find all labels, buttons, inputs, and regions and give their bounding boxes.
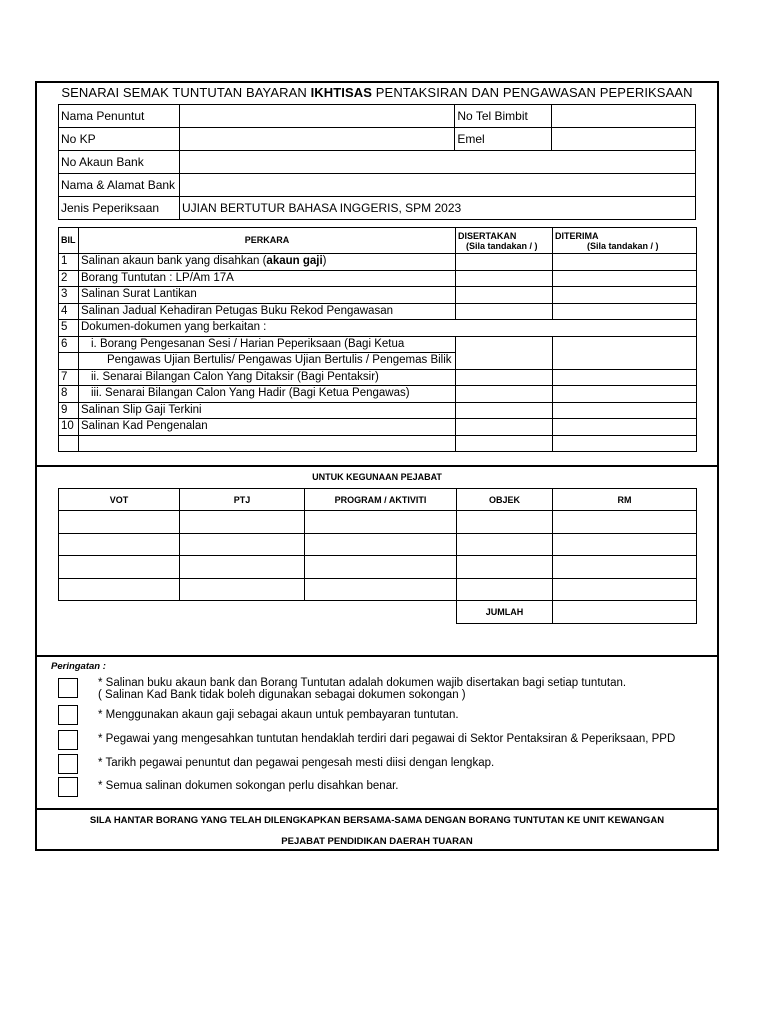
field-no-akaun[interactable] [179,151,695,174]
label-nama-penuntut: Nama Penuntut [59,105,180,128]
warning-text: * Menggunakan akaun gaji sebagai akaun untuk pembayaran tuntutan. [98,709,459,721]
col-objek: OBJEK [457,489,553,511]
col-diterima: DITERIMA (Sila tandakan / ) [553,228,697,254]
warning-checkbox[interactable] [58,730,78,750]
checkbox-diterima[interactable] [553,435,697,452]
field-no-kp[interactable] [179,128,454,151]
checkbox-diterima[interactable] [553,270,697,287]
table-row [59,556,697,579]
checkbox-diterima[interactable] [553,287,697,304]
table-row: 5 Dokumen-dokumen yang berkaitan : [59,320,697,337]
checkbox-disertakan[interactable] [456,287,553,304]
warning-checkbox[interactable] [58,754,78,774]
checkbox-diterima[interactable] [553,402,697,419]
checkbox-diterima[interactable] [553,303,697,320]
col-vot: VOT [59,489,180,511]
table-row: 8 iii. Senarai Bilangan Calon Yang Hadir (Bagi Ketua Pengawas) [59,386,697,403]
warning-checkbox[interactable] [58,777,78,797]
jumlah-label: JUMLAH [457,601,553,624]
checkbox-disertakan[interactable] [456,254,553,271]
table-row: 9 Salinan Slip Gaji Terkini [59,402,697,419]
checkbox-diterima[interactable] [553,336,697,369]
table-row: 4 Salinan Jadual Kehadiran Petugas Buku Rekod Pengawasan [59,303,697,320]
table-row: Pengawas Ujian Bertulis/ Pengawas Ujian Bertulis / Pengemas Bilik [59,353,697,370]
col-ptj: PTJ [180,489,305,511]
jumlah-field[interactable] [553,601,697,624]
checkbox-disertakan[interactable] [456,386,553,403]
warnings-title: Peringatan : [51,661,106,672]
col-program: PROGRAM / AKTIVITI [305,489,457,511]
warning-text: * Tarikh pegawai penuntut dan pegawai pengesah mesti diisi dengan lengkap. [98,757,495,769]
warning-text: * Semua salinan dokumen sokongan perlu disahkan benar. [98,780,399,792]
footer-line-1: SILA HANTAR BORANG YANG TELAH DILENGKAPKAN BERSAMA-SAMA DENGAN BORANG TUNTUTAN KE UNIT KEWANGAN [89,815,665,826]
office-use-table [58,488,697,624]
claimant-info-table [58,104,696,220]
table-row [59,578,697,601]
label-jenis-peperiksaan: Jenis Peperiksaan [59,197,180,220]
checkbox-diterima[interactable] [553,369,697,386]
checkbox-disertakan[interactable] [456,435,553,452]
table-row: 2 Borang Tuntutan : LP/Am 17A [59,270,697,287]
table-row: 10 Salinan Kad Pengenalan [59,419,697,436]
office-use-title: UNTUK KEGUNAAN PEJABAT [312,472,442,482]
table-row [59,533,697,556]
checkbox-disertakan[interactable] [456,369,553,386]
checkbox-diterima[interactable] [553,254,697,271]
form-title: SENARAI SEMAK TUNTUTAN BAYARAN IKHTISAS PENTAKSIRAN DAN PENGAWASAN PEPERIKSAAN [61,85,693,100]
section-divider [35,808,719,810]
footer-line-2: PEJABAT PENDIDIKAN DAERAH TUARAN [281,836,473,847]
field-nama-penuntut[interactable] [179,105,454,128]
table-row: 6 i. Borang Pengesanan Sesi / Harian Peperiksaan (Bagi Ketua [59,336,697,353]
label-no-akaun: No Akaun Bank [59,151,180,174]
checklist-table [58,227,697,452]
checkbox-disertakan[interactable] [456,336,553,369]
checkbox-disertakan[interactable] [456,419,553,436]
col-perkara: PERKARA [79,228,456,254]
checkbox-diterima[interactable] [553,386,697,403]
table-row [59,511,697,534]
field-no-tel[interactable] [552,105,696,128]
col-rm: RM [553,489,697,511]
table-row: 1 Salinan akaun bank yang disahkan (akaun gaji) [59,254,697,271]
table-row: 7 ii. Senarai Bilangan Calon Yang Ditaksir (Bagi Pentaksir) [59,369,697,386]
field-nama-alamat-bank[interactable] [179,174,695,197]
checkbox-disertakan[interactable] [456,270,553,287]
warning-text: * Salinan buku akaun bank dan Borang Tuntutan adalah dokumen wajib disertakan bagi setiap tuntutan. [98,677,627,689]
field-jenis-peperiksaan[interactable]: UJIAN BERTUTUR BAHASA INGGERIS, SPM 2023 [179,197,695,220]
section-divider [35,465,719,467]
table-row [59,435,697,452]
warning-checkbox[interactable] [58,678,78,698]
field-emel[interactable] [552,128,696,151]
col-bil: BIL [59,228,79,254]
label-no-kp: No KP [59,128,180,151]
label-emel: Emel [455,128,552,151]
warning-text: * Pegawai yang mengesahkan tuntutan hendaklah terdiri dari pegawai di Sektor Pentaksiran & Peperiksaan, PPD [98,733,676,745]
checkbox-disertakan[interactable] [456,303,553,320]
col-disertakan: DISERTAKAN (Sila tandakan / ) [456,228,553,254]
label-nama-alamat-bank: Nama & Alamat Bank [59,174,180,197]
label-no-tel: No Tel Bimbit [455,105,552,128]
jumlah-row [59,601,697,624]
warning-text: ( Salinan Kad Bank tidak boleh digunakan sebagai dokumen sokongan ) [98,689,466,701]
checkbox-diterima[interactable] [553,419,697,436]
table-row: 3 Salinan Surat Lantikan [59,287,697,304]
section-divider [35,655,719,657]
checkbox-disertakan[interactable] [456,402,553,419]
warning-checkbox[interactable] [58,705,78,725]
